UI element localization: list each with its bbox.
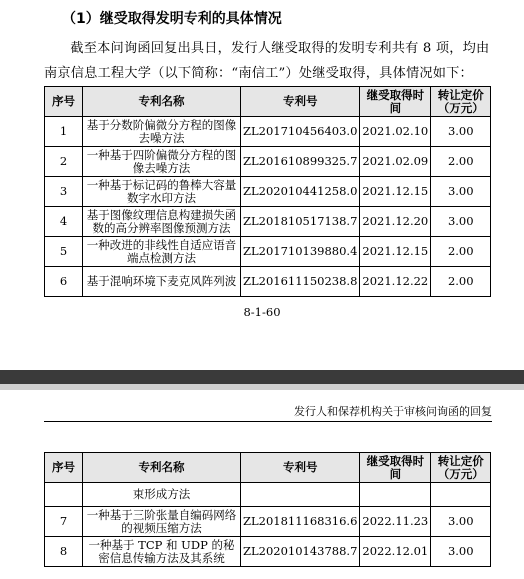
cell-name: 基于分数阶偏微分方程的图像去噪方法 — [83, 117, 241, 147]
cell-patent-no: ZL202010143788.7 — [241, 537, 360, 567]
header-no: 序号 — [45, 87, 83, 117]
cell-name: 一种基于四阶偏微分方程的图像去噪方法 — [83, 147, 241, 177]
cell-date: 2021.12.15 — [360, 177, 431, 207]
cell-date: 2022.11.23 — [360, 507, 431, 537]
cell-name: 一种基于 TCP 和 UDP 的秘密信息传输方法及其系统 — [83, 537, 241, 567]
cell-patent-no: ZL201611150238.8 — [241, 267, 360, 297]
cell-name-continuation: 束形成方法 — [83, 483, 241, 507]
header-date: 继受取得时间 — [360, 87, 431, 117]
header-patent-no: 专利号 — [241, 87, 360, 117]
cell-no: 4 — [45, 207, 83, 237]
cell-no: 7 — [45, 507, 83, 537]
cell-price: 2.00 — [431, 237, 491, 267]
cell-price: 3.00 — [431, 177, 491, 207]
table-header-row — [45, 87, 491, 117]
table-header-row — [45, 453, 491, 483]
table-row — [45, 237, 491, 267]
header-divider — [44, 421, 492, 422]
intro-paragraph: 截至本问询函回复出具日，发行人继受取得的发明专利共有 8 项，均由南京信息工程大学（以下简称：“南信工”）处继受取得，具体情况如下： — [44, 41, 490, 81]
cell-price: 2.00 — [431, 147, 491, 177]
header-name: 专利名称 — [83, 453, 241, 483]
header-price: 转让定价（万元） — [431, 87, 491, 117]
cell-price: 3.00 — [431, 117, 491, 147]
patent-table-2 — [44, 452, 491, 567]
header-date: 继受取得时间 — [360, 453, 431, 483]
cell-name: 基于混响环境下麦克风阵列波 — [83, 267, 241, 297]
cell-date: 2021.12.15 — [360, 237, 431, 267]
header-no: 序号 — [45, 453, 83, 483]
cell-price: 3.00 — [431, 507, 491, 537]
page-number: 8-1-60 — [243, 305, 281, 319]
cell-no: 2 — [45, 147, 83, 177]
section-title: （1）继受取得发明专利的具体情况 — [62, 11, 282, 27]
cell-patent-no: ZL201810517138.7 — [241, 207, 360, 237]
table-row — [45, 147, 491, 177]
table-row — [45, 507, 491, 537]
table-row — [45, 177, 491, 207]
table-row — [45, 207, 491, 237]
header-name: 专利名称 — [83, 87, 241, 117]
table-row-continuation — [45, 483, 491, 507]
cell-name: 一种改进的非线性自适应语音端点检测方法 — [83, 237, 241, 267]
cell-patent-no: ZL201710456403.0 — [241, 117, 360, 147]
cell-date: 2022.12.01 — [360, 537, 431, 567]
running-header: 发行人和保荐机构关于审核问询函的回复 — [294, 405, 492, 418]
header-price: 转让定价（万元） — [431, 453, 491, 483]
cell-date — [360, 483, 431, 507]
cell-name: 一种基于三阶张量自编码网络的视频压缩方法 — [83, 507, 241, 537]
cell-no: 8 — [45, 537, 83, 567]
cell-price: 3.00 — [431, 537, 491, 567]
cell-patent-no: ZL201610899325.7 — [241, 147, 360, 177]
table-row — [45, 267, 491, 297]
cell-price: 3.00 — [431, 207, 491, 237]
cell-no — [45, 483, 83, 507]
table-row — [45, 117, 491, 147]
cell-date: 2021.02.10 — [360, 117, 431, 147]
cell-date: 2021.12.22 — [360, 267, 431, 297]
cell-patent-no: ZL201811168316.6 — [241, 507, 360, 537]
table-row — [45, 537, 491, 567]
cell-no: 1 — [45, 117, 83, 147]
patent-table-1 — [44, 86, 491, 297]
cell-no: 3 — [45, 177, 83, 207]
cell-name: 基于图像纹理信息构建损失函数的高分辨率图像预测方法 — [83, 207, 241, 237]
cell-patent-no: ZL202010441258.0 — [241, 177, 360, 207]
cell-date: 2021.12.20 — [360, 207, 431, 237]
cell-no: 6 — [45, 267, 83, 297]
cell-name: 一种基于标记码的鲁棒大容量数字水印方法 — [83, 177, 241, 207]
cell-patent-no — [241, 483, 360, 507]
cell-date: 2021.02.09 — [360, 147, 431, 177]
cell-price — [431, 483, 491, 507]
page-break — [0, 370, 524, 384]
cell-price: 2.00 — [431, 267, 491, 297]
header-patent-no: 专利号 — [241, 453, 360, 483]
cell-no: 5 — [45, 237, 83, 267]
document-page-2 — [0, 390, 524, 579]
cell-patent-no: ZL201710139880.4 — [241, 237, 360, 267]
